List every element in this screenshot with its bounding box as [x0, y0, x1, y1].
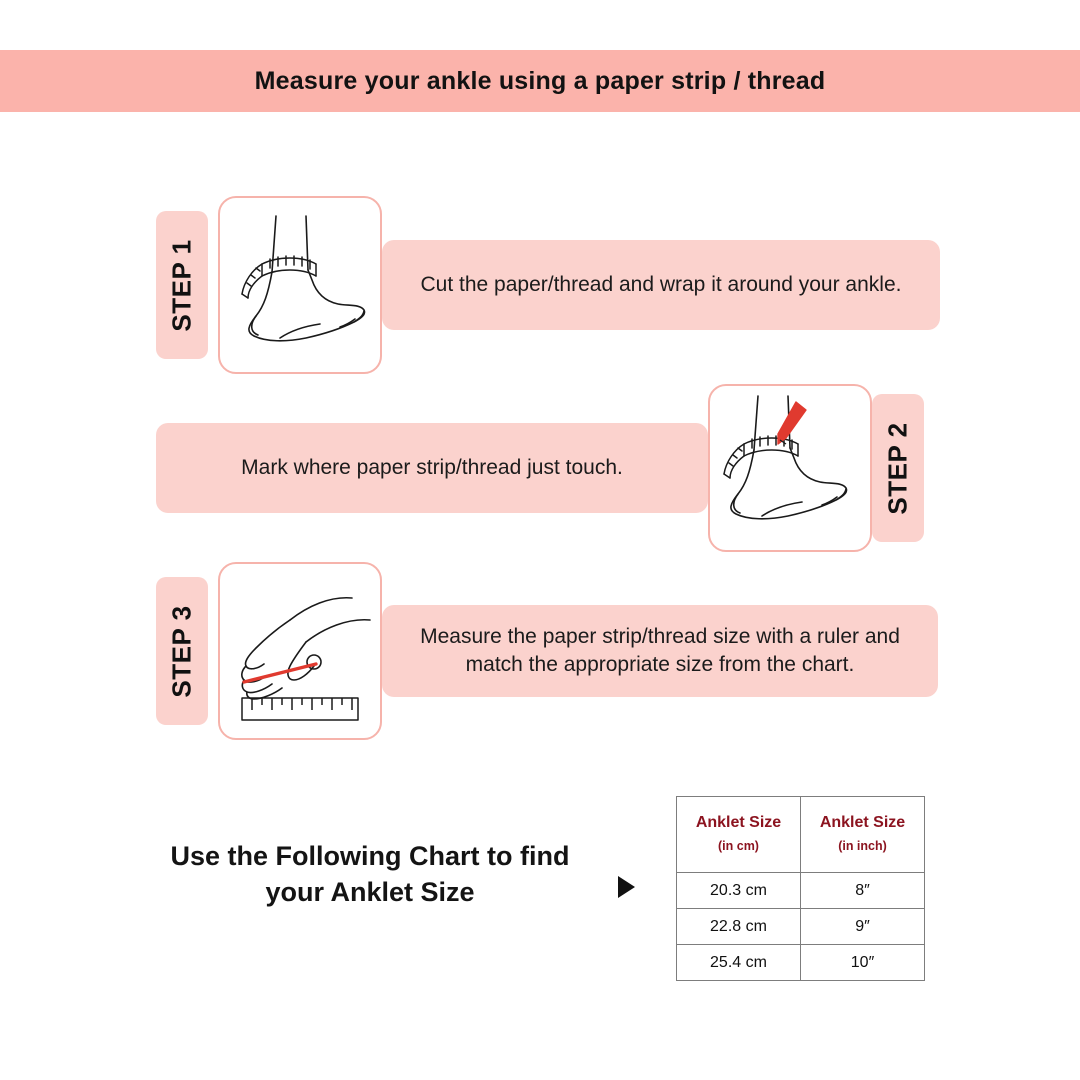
step-1-image — [218, 196, 382, 374]
table-header-cm-unit: (in cm) — [718, 839, 759, 853]
table-header-inch-title: Anklet Size — [819, 814, 906, 831]
table-row — [677, 873, 925, 909]
table-row — [677, 945, 925, 981]
step-2-tab-label: STEP 2 — [882, 421, 913, 515]
chart-cta-line-2: your Anklet Size — [265, 877, 475, 907]
chart-cta-line-1: Use the Following Chart to find — [170, 841, 570, 871]
table-cell-cm: 20.3 cm — [677, 873, 801, 909]
table-header-cm — [677, 797, 801, 873]
step-3-tab-label: STEP 3 — [166, 604, 197, 698]
table-cell-inch: 8″ — [801, 873, 925, 909]
step-row-1 — [156, 196, 940, 374]
step-2-image — [708, 384, 872, 552]
chart-cta — [150, 838, 590, 910]
table-row — [677, 909, 925, 945]
foot-with-pencil-marking-illustration — [710, 386, 872, 552]
table-cell-inch: 9″ — [801, 909, 925, 945]
step-1-text: Cut the paper/thread and wrap it around your ankle. — [420, 273, 902, 296]
step-2-text: Mark where paper strip/thread just touch. — [241, 456, 623, 479]
table-cell-cm: 25.4 cm — [677, 945, 801, 981]
step-1-tab-label: STEP 1 — [166, 238, 197, 332]
table-cell-cm: 22.8 cm — [677, 909, 801, 945]
step-row-2 — [156, 384, 924, 552]
step-3-image — [218, 562, 382, 740]
anklet-size-table — [676, 796, 925, 981]
step-2-text-box — [156, 423, 708, 513]
pencil-icon — [778, 402, 806, 444]
step-1-tab — [156, 211, 208, 359]
right-arrow-icon — [618, 876, 635, 898]
table-cell-inch: 10″ — [801, 945, 925, 981]
step-row-3 — [156, 562, 938, 740]
table-header-row — [677, 797, 925, 873]
step-1-text-box — [382, 240, 940, 330]
step-3-text: Measure the paper strip/thread size with a ruler and match the appropriate size from the chart. — [420, 625, 900, 676]
page-title: Measure your ankle using a paper strip / thread — [254, 66, 826, 95]
hand-with-ruler-illustration — [220, 564, 382, 740]
header-banner — [0, 50, 1080, 112]
step-2-tab — [872, 394, 924, 542]
table-header-inch — [801, 797, 925, 873]
table-header-inch-unit: (in inch) — [838, 839, 887, 853]
step-3-text-box — [382, 605, 938, 697]
table-header-cm-title: Anklet Size — [695, 814, 782, 831]
foot-with-tape-measure-illustration — [220, 198, 382, 374]
step-3-tab — [156, 577, 208, 725]
thread-line — [244, 664, 316, 682]
